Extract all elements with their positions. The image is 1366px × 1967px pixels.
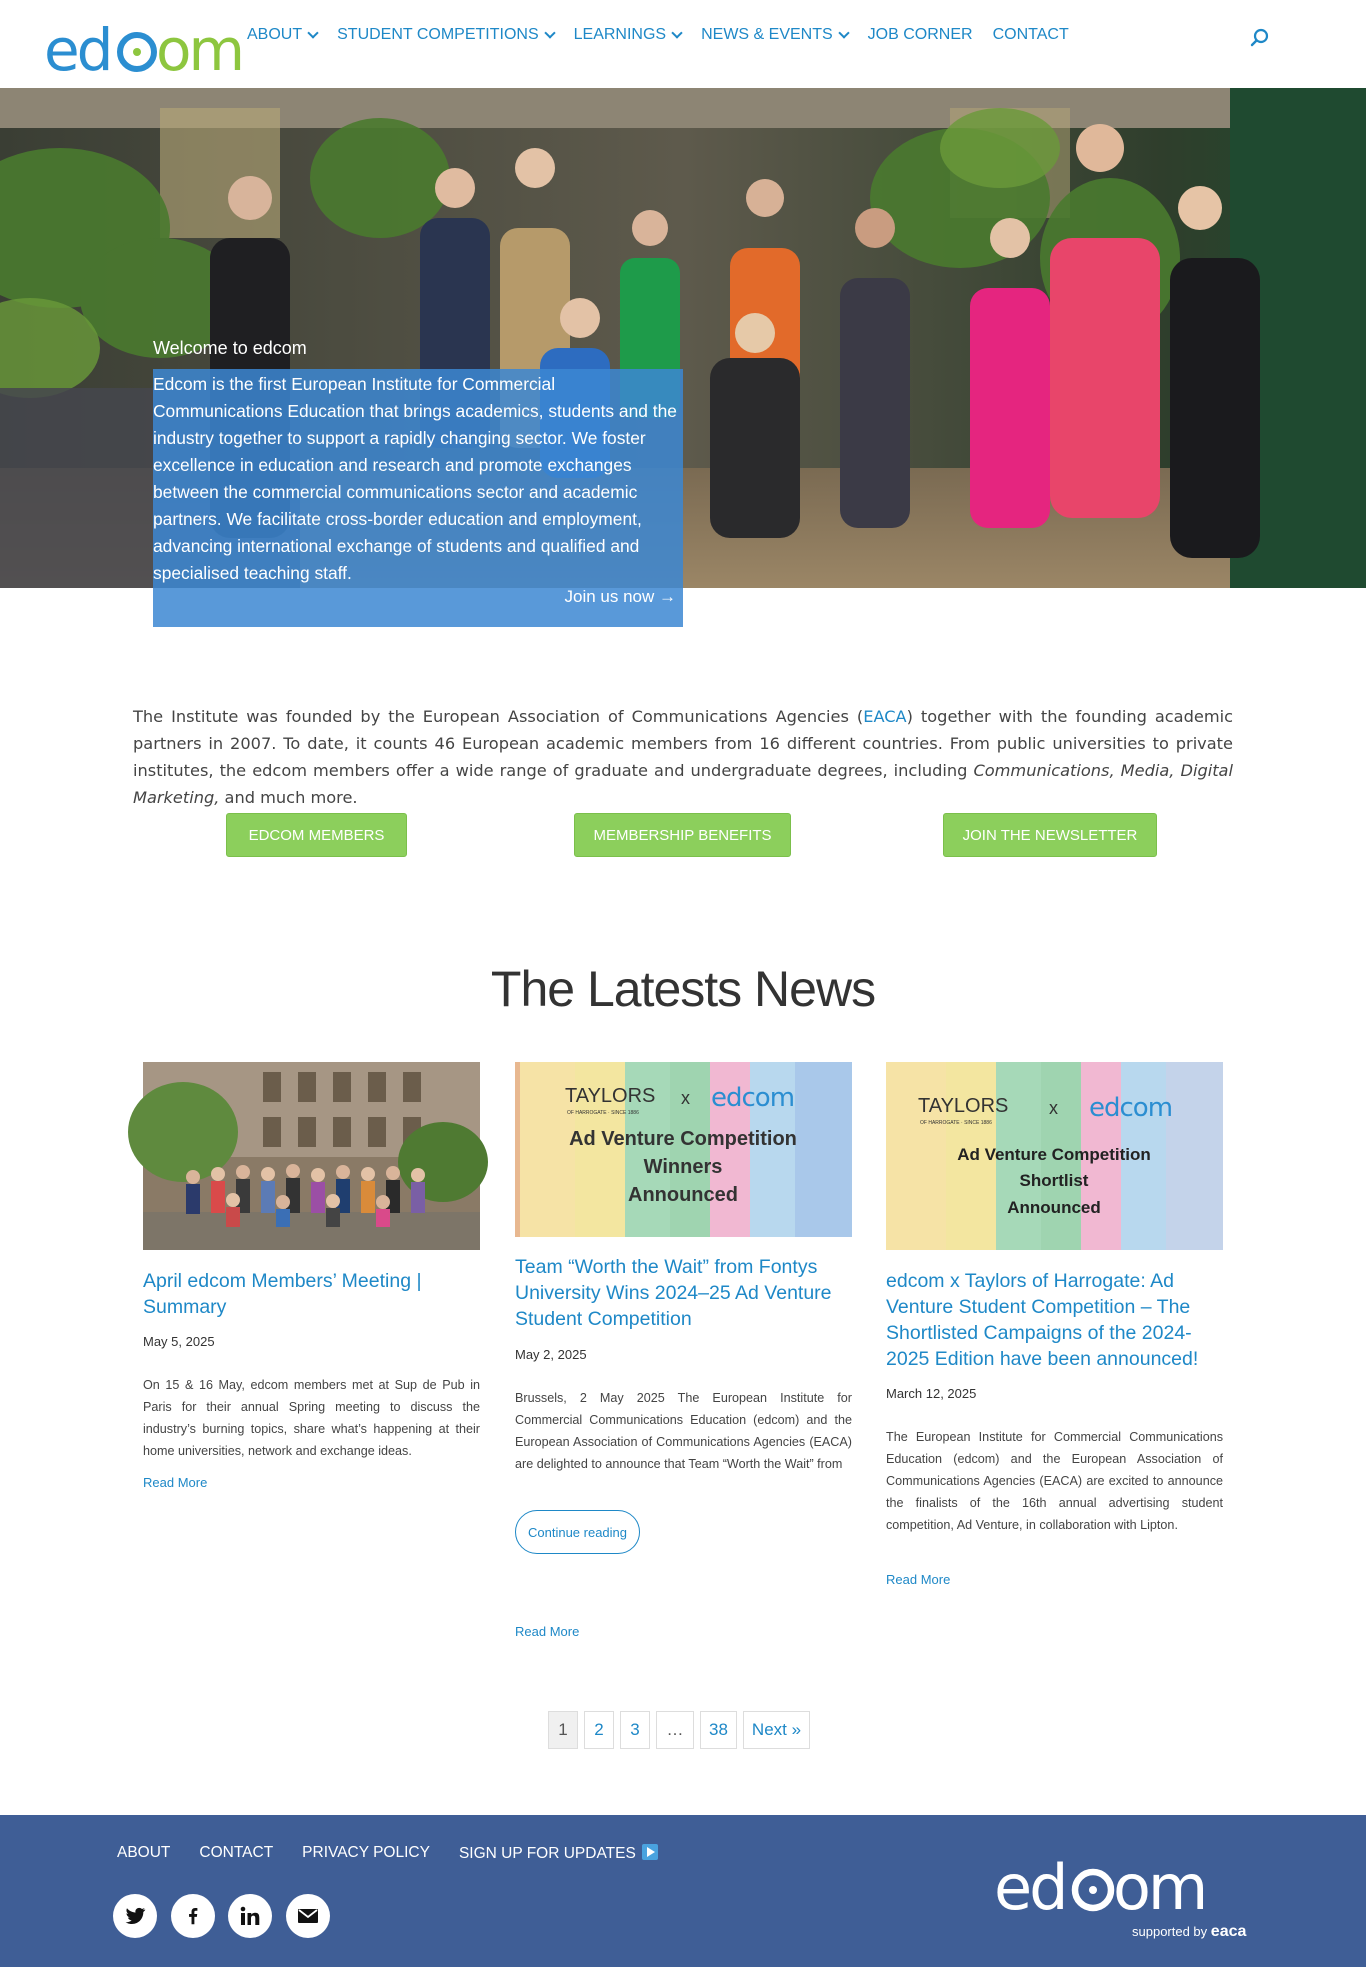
nav-contact[interactable]	[993, 26, 1069, 44]
intro-text-3: and much more.	[219, 788, 358, 807]
taylors-brand-sub: OF HARROGATE · SINCE 1886	[567, 1110, 639, 1116]
image-headline-2: Winners	[643, 1156, 723, 1178]
email-icon[interactable]	[286, 1894, 330, 1938]
linkedin-icon[interactable]	[228, 1894, 272, 1938]
page-3[interactable]: 3	[620, 1711, 650, 1749]
join-us-link[interactable]: Join us now →	[564, 587, 676, 606]
nav-contact-label: CONTACT	[992, 26, 1069, 43]
news-card-excerpt: Brussels, 2 May 2025 The European Institute for Commercial Communications Education (edcom) and the European Association of Communications Agencies (EACA) are delighted to announce that Team “Worth the Wait” from	[515, 1391, 852, 1471]
nav-about-label: ABOUT	[247, 26, 303, 43]
site-footer	[0, 1815, 1366, 1967]
edcom-members-button[interactable]: EDCOM MEMBERS	[226, 813, 407, 857]
twitter-icon[interactable]	[113, 1894, 157, 1938]
edcom-logo[interactable]	[44, 16, 242, 84]
join-newsletter-button[interactable]: JOIN THE NEWSLETTER	[943, 813, 1157, 857]
footer-link-signup[interactable]	[459, 1844, 658, 1863]
eaca-logo: eaca	[1210, 1923, 1247, 1940]
news-card-title[interactable]: Team “Worth the Wait” from Fontys University Wins 2024–25 Ad Venture Student Competition	[515, 1256, 832, 1330]
nav-learnings-label: LEARNINGS	[573, 26, 667, 43]
membership-benefits-button[interactable]: MEMBERSHIP BENEFITS	[574, 813, 791, 857]
taylors-brand-sub: OF HARROGATE · SINCE 1886	[920, 1120, 992, 1126]
news-card-image[interactable]	[886, 1062, 1223, 1250]
taylors-brand-text: TAYLORS	[565, 1085, 656, 1107]
page-1[interactable]: 1	[548, 1711, 578, 1749]
collab-x-text: x	[1049, 1098, 1058, 1118]
nav-news-events[interactable]	[701, 26, 848, 44]
nav-learnings[interactable]	[574, 26, 681, 44]
footer-signup-label: SIGN UP FOR UPDATES	[458, 1845, 636, 1862]
image-headline-3: Announced	[1007, 1198, 1101, 1217]
read-more-link[interactable]: Read More	[143, 1475, 208, 1490]
image-headline-1: Ad Venture Competition	[957, 1145, 1151, 1164]
news-card-date: March 12, 2025	[886, 1386, 977, 1401]
image-headline-1: Ad Venture Competition	[569, 1128, 797, 1150]
footer-link-privacy[interactable]: PRIVACY POLICY	[302, 1844, 430, 1861]
pagination	[548, 1711, 810, 1749]
chevron-down-icon	[838, 27, 849, 38]
svg-text:om: om	[1113, 1851, 1206, 1924]
intro-text-2: ) together with the founding academic partners in 2007. To date, it counts 46 European academic members from 16 different countries. From public universities to private institutes, the edcom members offer a wide range of graduate and undergraduate degrees, including	[133, 707, 1233, 780]
hero-welcome: Welcome to edcom	[153, 338, 307, 358]
news-card-image[interactable]	[515, 1062, 852, 1237]
image-headline-3: Announced	[628, 1184, 738, 1206]
nav-news-events-label: NEWS & EVENTS	[701, 26, 833, 43]
read-more-link[interactable]: Read More	[886, 1572, 951, 1587]
chevron-down-icon	[671, 27, 682, 38]
news-card-image[interactable]	[143, 1062, 480, 1250]
news-section-title: The Latests News	[490, 961, 876, 1017]
intro-text-1: The Institute was founded by the European Association of Communications Agencies (	[133, 707, 864, 726]
page-2[interactable]: 2	[584, 1711, 614, 1749]
play-icon	[642, 1844, 658, 1860]
supported-by-label: supported by	[1132, 1924, 1208, 1939]
next-page-link[interactable]: Next »	[743, 1711, 810, 1749]
nav-student-competitions-label: STUDENT COMPETITIONS	[337, 26, 539, 43]
page-38[interactable]: 38	[700, 1711, 737, 1749]
chevron-down-icon	[307, 27, 318, 38]
eaca-link[interactable]: EACA	[863, 707, 907, 726]
search-icon[interactable]	[1250, 28, 1270, 48]
image-headline-2: Shortlist	[1019, 1171, 1089, 1190]
edcom-image-logo: edcom	[711, 1083, 795, 1113]
footer-link-about[interactable]: ABOUT	[117, 1844, 171, 1861]
edcom-image-logo: edcom	[1089, 1093, 1173, 1123]
news-card-title[interactable]: edcom x Taylors of Harrogate: Ad Venture Student Competition – The Shortlisted Campaigns of the 2024-2025 Edition have been announced!	[886, 1270, 1199, 1370]
nav-job-corner[interactable]	[868, 26, 973, 44]
taylors-brand-text: TAYLORS	[918, 1095, 1009, 1117]
intro-paragraph	[133, 703, 1233, 811]
read-more-link[interactable]: Read More	[515, 1624, 580, 1639]
news-card-excerpt: The European Institute for Commercial Communications Education (edcom) and the European Association of Communications Agencies (EACA) are excited to announce the finalists of the 16th annual advertising student competition, Ad Venture, in collaboration with Lipton.	[886, 1430, 1223, 1532]
footer-nav	[117, 1844, 658, 1863]
footer-link-contact[interactable]: CONTACT	[199, 1844, 274, 1861]
news-card-date: May 5, 2025	[143, 1334, 215, 1349]
svg-text:om: om	[156, 16, 242, 84]
site-header	[0, 0, 1366, 88]
news-card-date: May 2, 2025	[515, 1347, 587, 1362]
supported-by-text	[1132, 1923, 1246, 1941]
intro-italic: Communications, Media, Digital Marketing,	[133, 761, 1233, 807]
footer-edcom-logo[interactable]	[990, 1853, 1270, 1953]
svg-text:ed: ed	[994, 1851, 1066, 1924]
svg-text:ed: ed	[44, 16, 111, 84]
collab-x-text: x	[681, 1088, 690, 1108]
nav-about[interactable]	[247, 26, 317, 44]
nav-job-corner-label: JOB CORNER	[867, 26, 973, 43]
chevron-down-icon	[544, 27, 555, 38]
facebook-icon[interactable]	[171, 1894, 215, 1938]
hero-description: Edcom is the first European Institute for Commercial Communications Education that brings academics, students and the industry together to support a rapidly changing sector. We foster excellence in education and research and promote exchanges between the commercial communications sector and academic partners. We facilitate cross-border education and employment, advancing international exchange of students and qualified and specialised teaching staff.	[153, 374, 677, 583]
main-nav	[247, 26, 1069, 44]
page-ellipsis: …	[656, 1711, 694, 1749]
news-card-excerpt: On 15 & 16 May, edcom members met at Sup de Pub in Paris for their annual Spring meeting to discuss the industry’s burning topics, share what’s happening at their home universities, network and exchange ideas.	[143, 1378, 480, 1458]
nav-student-competitions[interactable]	[337, 26, 554, 44]
continue-reading-button[interactable]: Continue reading	[515, 1510, 640, 1554]
news-card-title[interactable]: April edcom Members’ Meeting | Summary	[143, 1270, 422, 1318]
